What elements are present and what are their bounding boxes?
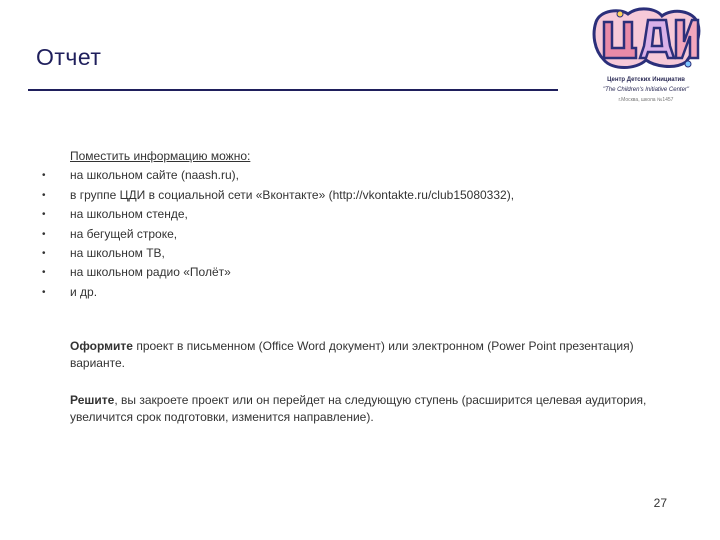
bullet-icon: • (42, 170, 46, 182)
page-number: 27 (653, 496, 667, 510)
decision-paragraph (70, 392, 690, 426)
list-item (40, 244, 690, 263)
bullet-icon: • (42, 267, 46, 279)
cdi-logo (584, 4, 708, 112)
list-item-text: в группе ЦДИ в социальной сети «Вконтакте» (http://vkontakte.ru/club15080332), (70, 187, 515, 202)
bullet-icon: • (42, 228, 46, 240)
list-item (40, 283, 690, 302)
title-underline (28, 89, 558, 91)
list-item-text: на школьном сайте (naash.ru), (70, 168, 239, 183)
intro-heading: Поместить информацию можно: (70, 149, 251, 163)
bullet-icon: • (42, 286, 46, 298)
slide-title: Отчет (36, 44, 102, 70)
placement-list (40, 166, 690, 302)
list-item-text: на школьном ТВ, (70, 246, 165, 261)
bullet-icon: • (42, 248, 46, 260)
decision-keyword: Решите (70, 393, 115, 408)
list-item-text: на бегущей строке, (70, 226, 178, 241)
list-item (40, 205, 690, 224)
format-paragraph (70, 338, 690, 372)
bullet-icon: • (42, 189, 46, 201)
slide-body (40, 147, 690, 426)
logo-caption-address: г.Москва, школа №1457 (618, 97, 674, 103)
list-item (40, 186, 690, 205)
list-item-text: на школьном радио «Полёт» (70, 265, 231, 280)
list-item (40, 263, 690, 282)
format-text: проект в письменном (Office Word документ) или электронном (Power Point презентация) варианте. (70, 339, 634, 371)
list-item-text: на школьном стенде, (70, 207, 188, 222)
cdi-logo-graffiti-icon (590, 4, 702, 74)
list-item (40, 166, 690, 185)
bullet-icon: • (42, 209, 46, 221)
format-keyword: Оформите (70, 339, 133, 354)
list-item-text: и др. (70, 284, 98, 299)
list-item (40, 225, 690, 244)
logo-caption-name: Центр Детских Инициатив (607, 77, 685, 83)
decision-text: , вы закроете проект или он перейдет на следующую ступень (расширится целевая аудитория, увеличится срок подготовки, изменится направление). (70, 393, 647, 425)
logo-caption-english: "The Children's Initiative Center" (602, 87, 690, 93)
